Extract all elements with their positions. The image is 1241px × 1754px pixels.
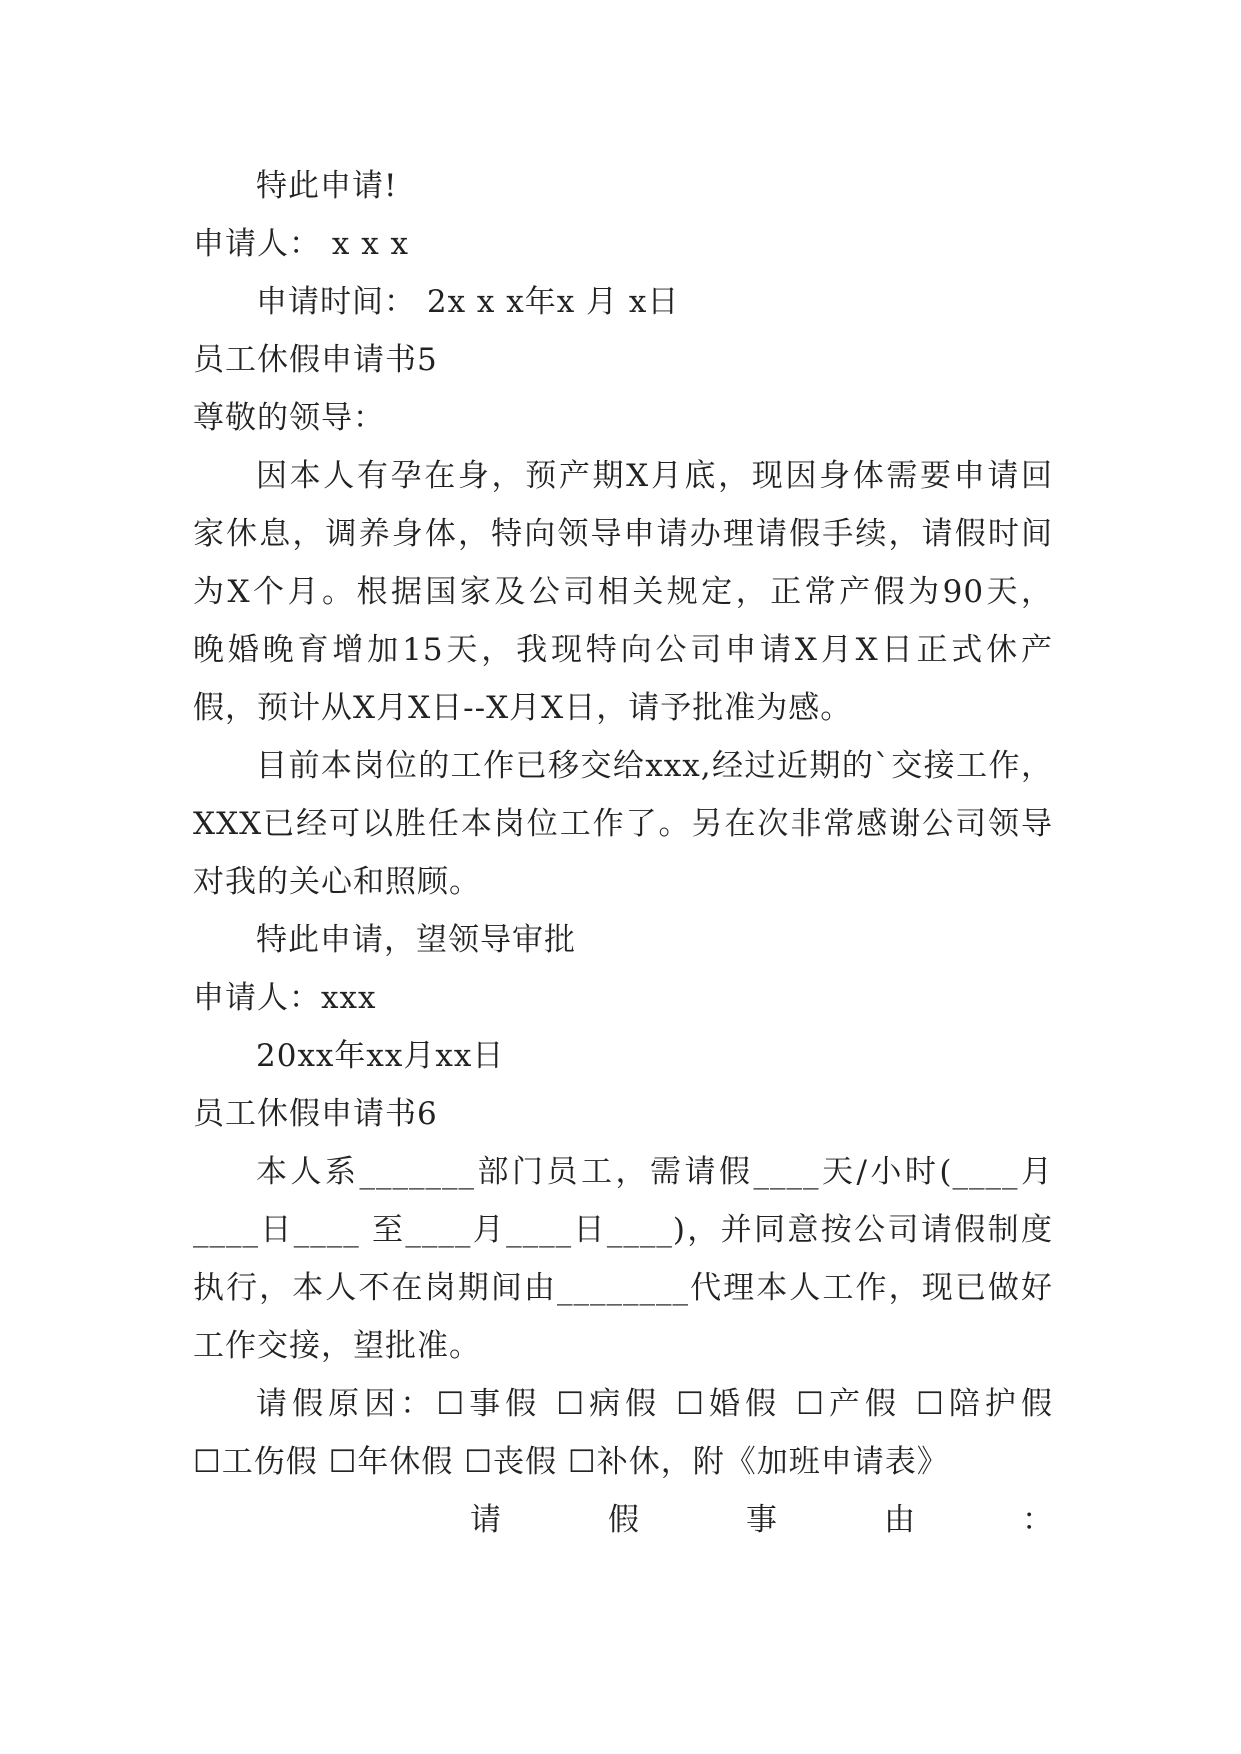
text-line: 为X个月。根据国家及公司相关规定，正常产假为90天， [193,574,1053,610]
leave-matter-label [470,1500,1053,1540]
section-heading: 员工休假申请书6 [193,1096,438,1132]
text-line: 晚婚晚育增加15天，我现特向公司申请X月X日正式休产 [193,632,1053,668]
spread-char: 请 [470,1502,501,1538]
text-line: 执行，本人不在岗期间由________代理本人工作，现已做好 [193,1270,1053,1306]
salutation: 尊敬的领导： [193,400,385,436]
spread-char: 假 [608,1502,639,1538]
section-heading: 员工休假申请书5 [193,342,438,378]
text-line: 申请人： x x x [193,226,410,262]
spread-char: 事 [746,1502,777,1538]
text-line: 申请人：xxx [193,980,377,1016]
text-line: 因本人有孕在身，预产期X月底，现因身体需要申请回 [256,458,1053,494]
leave-reason-options: 请假原因：☐事假 ☐病假 ☐婚假 ☐产假 ☐陪护假 [256,1386,1053,1422]
text-line: 工作交接，望批准。 [193,1328,481,1364]
text-line: 20xx年xx月xx日 [256,1038,505,1074]
text-line: 对我的关心和照顾。 [193,864,481,900]
spread-char: ： [1022,1502,1053,1538]
text-line: XXX已经可以胜任本岗位工作了。另在次非常感谢公司领导 [193,806,1053,842]
text-line: 特此申请，望领导审批 [256,922,576,958]
text-line: 家休息，调养身体，特向领导申请办理请假手续，请假时间 [193,516,1053,552]
text-line: 目前本岗位的工作已移交给xxx,经过近期的`交接工作， [256,748,1053,784]
spread-char: 由 [884,1502,915,1538]
text-line: 本人系_______部门员工，需请假____天/小时(____月 [256,1154,1053,1190]
text-line: ____日____ 至____月____日____)，并同意按公司请假制度 [193,1212,1053,1248]
leave-reason-options: ☐工伤假 ☐年休假 ☐丧假 ☐补休，附《加班申请表》 [193,1444,949,1480]
text-line: 假，预计从X月X日--X月X日，请予批准为感。 [193,690,853,726]
text-line: 申请时间： 2x x x年x 月 x日 [256,284,680,320]
text-line: 特此申请! [256,168,398,204]
